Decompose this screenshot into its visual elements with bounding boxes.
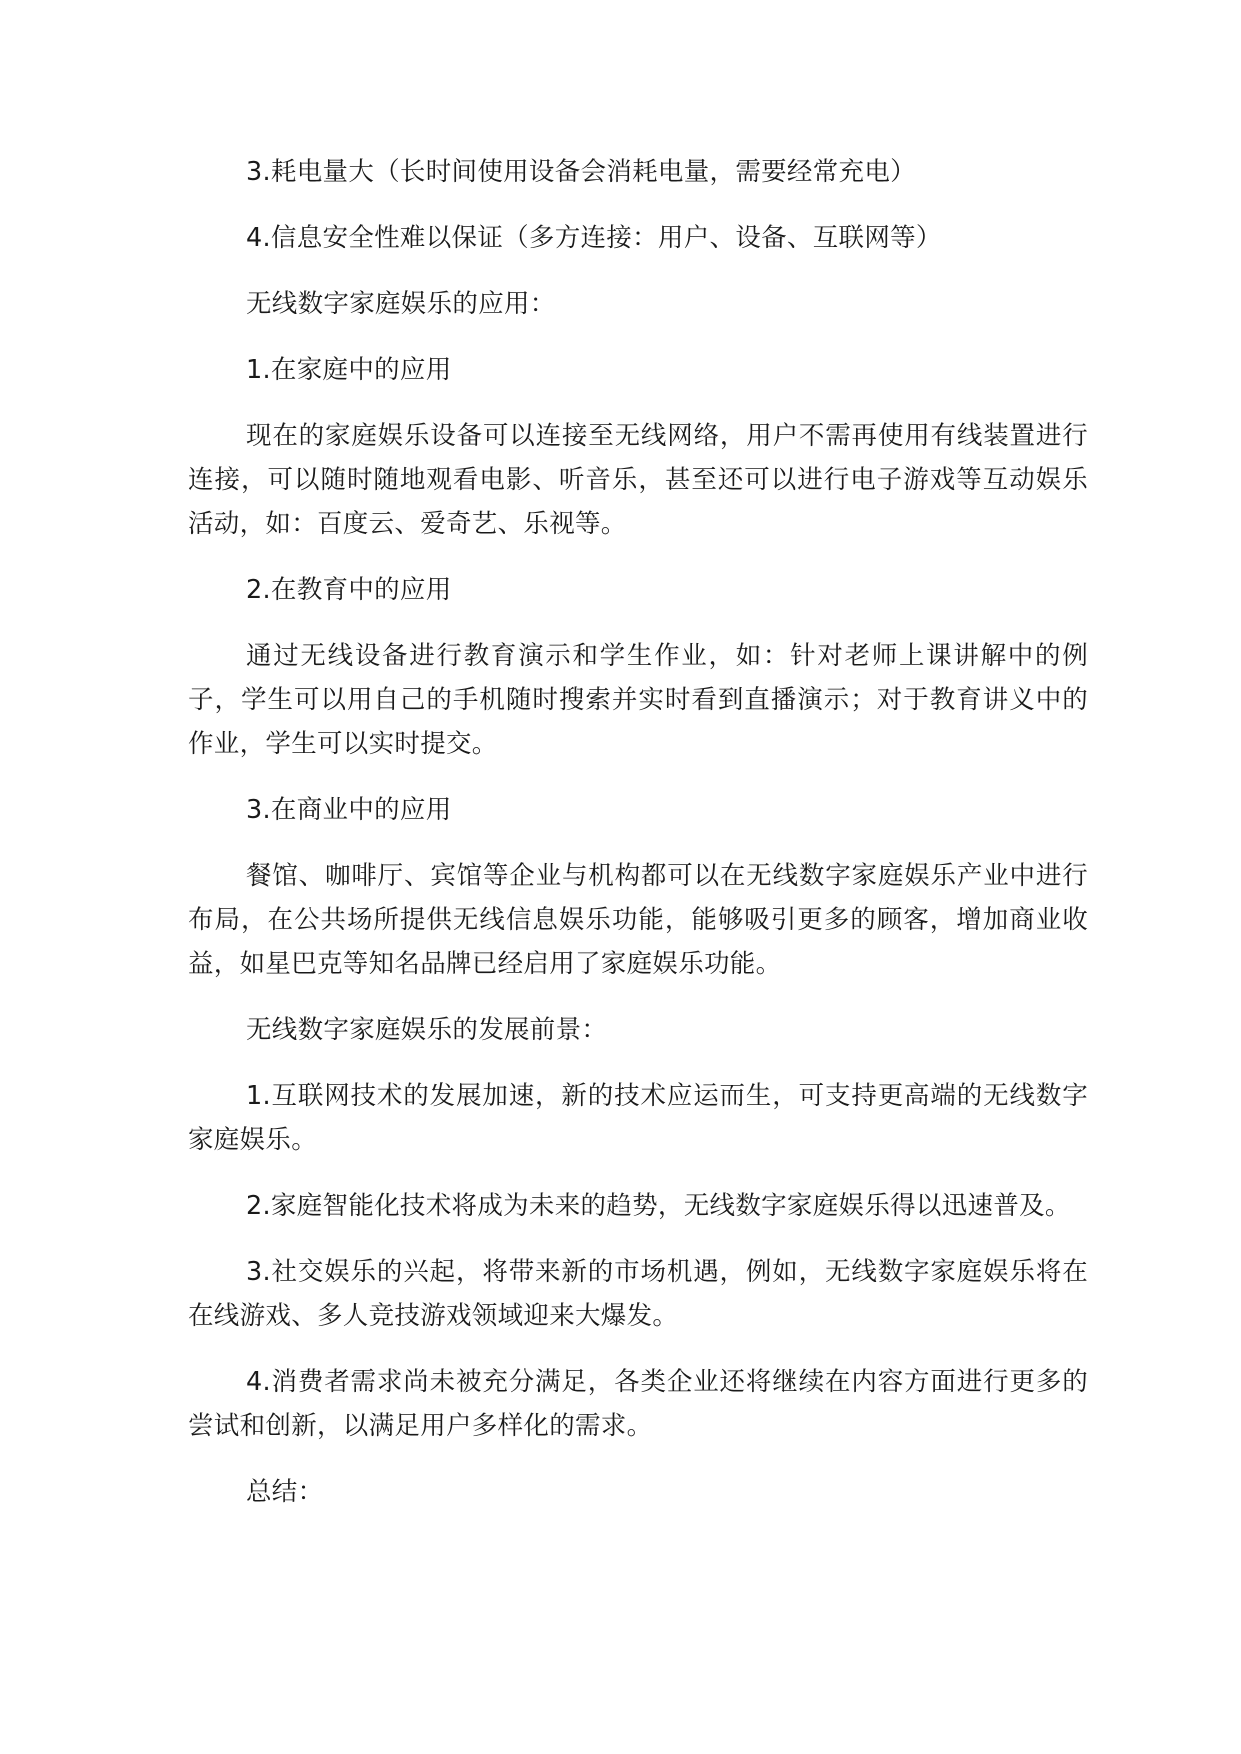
paragraph-prospect-4: 4.消费者需求尚未被充分满足，各类企业还将继续在内容方面进行更多的尝试和创新，以满足用户多样化的需求。 bbox=[188, 1367, 1088, 1441]
paragraph-power-consumption: 3.耗电量大（长时间使用设备会消耗电量，需要经常充电） bbox=[246, 157, 916, 187]
section-heading-summary: 总结： bbox=[246, 1477, 324, 1507]
section-heading-applications: 无线数字家庭娱乐的应用： bbox=[246, 289, 556, 319]
subheading-education-application: 2.在教育中的应用 bbox=[246, 575, 452, 605]
subheading-business-application: 3.在商业中的应用 bbox=[246, 795, 452, 825]
document-body bbox=[188, 150, 1088, 1536]
section-heading-prospects: 无线数字家庭娱乐的发展前景： bbox=[246, 1015, 608, 1045]
paragraph-prospect-1: 1.互联网技术的发展加速，新的技术应运而生，可支持更高端的无线数字家庭娱乐。 bbox=[188, 1081, 1088, 1155]
paragraph-info-security: 4.信息安全性难以保证（多方连接：用户、设备、互联网等） bbox=[246, 223, 942, 253]
paragraph-business-application: 餐馆、咖啡厅、宾馆等企业与机构都可以在无线数字家庭娱乐产业中进行布局，在公共场所提供无线信息娱乐功能，能够吸引更多的顾客，增加商业收益，如星巴克等知名品牌已经启用了家庭娱乐功能。 bbox=[188, 861, 1088, 979]
paragraph-prospect-2: 2.家庭智能化技术将成为未来的趋势，无线数字家庭娱乐得以迅速普及。 bbox=[246, 1191, 1071, 1221]
paragraph-prospect-3: 3.社交娱乐的兴起，将带来新的市场机遇，例如，无线数字家庭娱乐将在在线游戏、多人竞技游戏领域迎来大爆发。 bbox=[188, 1257, 1088, 1331]
subheading-home-application: 1.在家庭中的应用 bbox=[246, 355, 452, 385]
paragraph-education-application: 通过无线设备进行教育演示和学生作业，如：针对老师上课讲解中的例子，学生可以用自己的手机随时搜索并实时看到直播演示；对于教育讲义中的作业，学生可以实时提交。 bbox=[188, 641, 1088, 759]
paragraph-home-application: 现在的家庭娱乐设备可以连接至无线网络，用户不需再使用有线装置进行连接，可以随时随地观看电影、听音乐，甚至还可以进行电子游戏等互动娱乐活动，如：百度云、爱奇艺、乐视等。 bbox=[188, 421, 1088, 539]
